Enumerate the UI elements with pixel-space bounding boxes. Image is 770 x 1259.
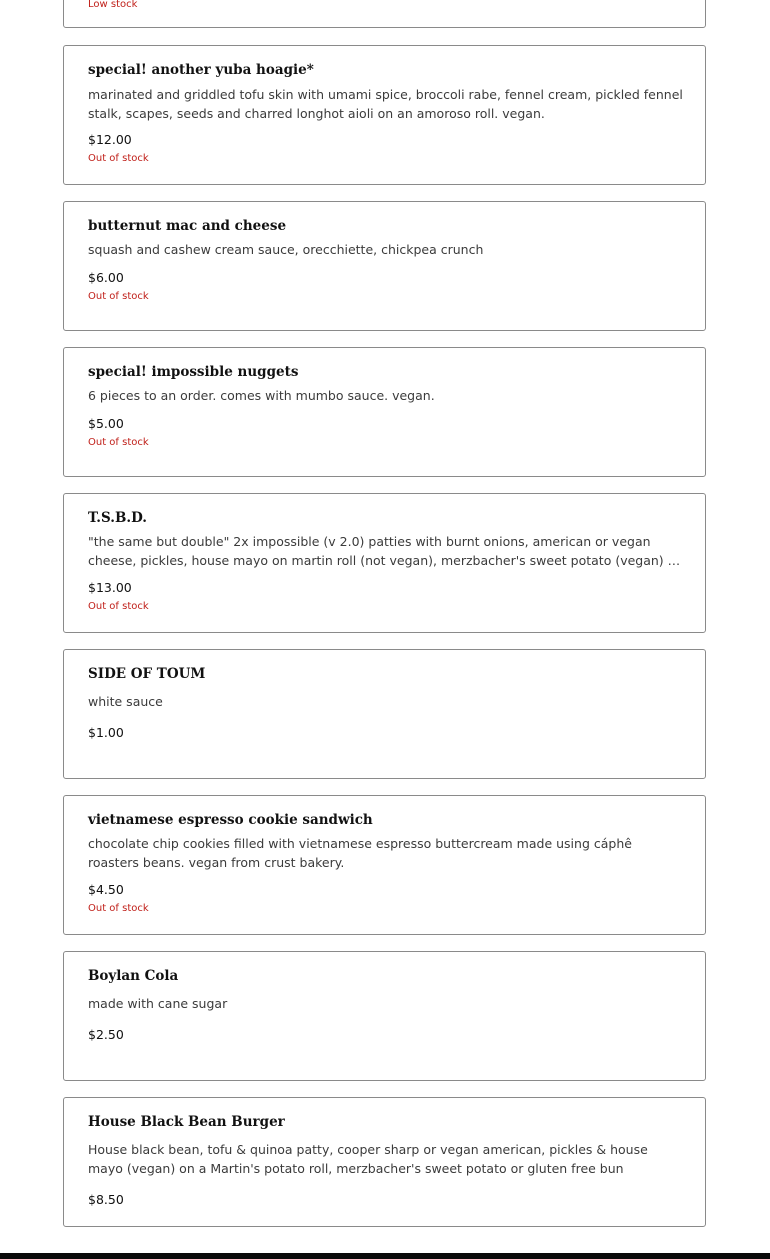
menu-item-card[interactable]	[63, 0, 706, 28]
menu-item-description: "the same but double" 2x impossible (v 2.0) patties with burnt onions, american or vegan cheese, pickles, house mayo on martin roll (not vegan), merzbacher's sweet potato (vegan) or	[88, 534, 681, 568]
menu-item-price: $6.00	[88, 270, 124, 285]
menu-item-card[interactable]	[63, 649, 706, 779]
menu-item-title: SIDE OF TOUM	[88, 666, 206, 682]
menu-item-description: made with cane sugar	[88, 996, 228, 1011]
menu-item-card[interactable]	[63, 347, 706, 477]
stock-status: Low stock	[88, 0, 138, 10]
menu-item-price: $4.50	[88, 882, 124, 897]
menu-item-title: vietnamese espresso cookie sandwich	[88, 812, 373, 828]
menu-item-card[interactable]	[63, 493, 706, 633]
stock-status: Out of stock	[88, 291, 149, 302]
menu-item-card[interactable]	[63, 795, 706, 935]
menu-item-price: $5.00	[88, 416, 124, 431]
menu-item-card[interactable]	[63, 951, 706, 1081]
menu-item-description: white sauce	[88, 694, 163, 709]
menu-item-price: $13.00	[88, 580, 132, 595]
menu-item-title: butternut mac and cheese	[88, 218, 287, 234]
menu-item-description: House black bean, tofu & quinoa patty, cooper sharp or vegan american, pickles & house mayo (vegan) on a Martin's potato roll, merzbacher's sweet potato or gluten free bun	[88, 1142, 648, 1176]
menu-item-price: $2.50	[88, 1027, 124, 1042]
menu-item-title: special! impossible nuggets	[88, 364, 299, 380]
menu-item-title: T.S.B.D.	[88, 510, 148, 526]
menu-item-price: $12.00	[88, 132, 132, 147]
menu-item-description: chocolate chip cookies filled with vietnamese espresso buttercream made using cáphê roasters beans. vegan from crust bakery.	[88, 836, 632, 870]
stock-status: Out of stock	[88, 437, 149, 448]
stock-status: Out of stock	[88, 903, 149, 914]
menu-item-card[interactable]	[63, 45, 706, 185]
menu-item-description: 6 pieces to an order. comes with mumbo sauce. vegan.	[88, 388, 435, 403]
menu-item-price: $1.00	[88, 725, 124, 740]
menu-item-card[interactable]	[63, 201, 706, 331]
menu-item-card[interactable]	[63, 1097, 706, 1227]
footer-bar	[0, 1253, 770, 1259]
menu-item-title: special! another yuba hoagie*	[88, 62, 314, 78]
menu-item-title: Boylan Cola	[88, 968, 179, 984]
menu-item-price: $8.50	[88, 1192, 124, 1207]
menu-item-description: squash and cashew cream sauce, orecchiette, chickpea crunch	[88, 242, 484, 257]
menu-item-title: House Black Bean Burger	[88, 1114, 285, 1130]
stock-status: Out of stock	[88, 153, 149, 164]
stock-status: Out of stock	[88, 601, 149, 612]
menu-item-description: marinated and griddled tofu skin with umami spice, broccoli rabe, fennel cream, pickled fennel stalk, scapes, seeds and charred longhot aioli on an amoroso roll. vegan.	[88, 87, 683, 121]
